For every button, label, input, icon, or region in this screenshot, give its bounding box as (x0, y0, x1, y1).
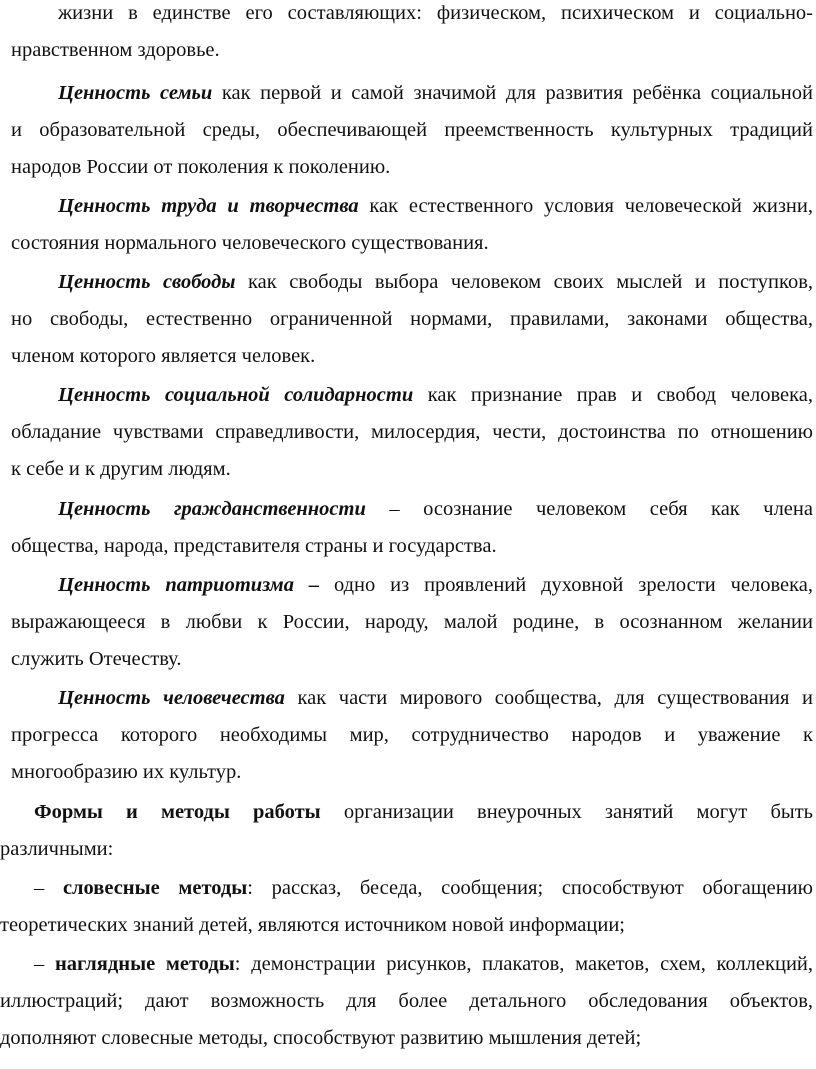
text-line: но свободы, естественно ограниченной нормами, правилами, законами общества, (11, 308, 813, 330)
text-line (58, 376, 813, 414)
section-term: Формы и методы работы (34, 801, 321, 823)
text-line: выражающееся в любви к России, народу, малой родине, в осознанном желании (11, 611, 813, 633)
text-line: народов России от поколения к поколению. (11, 156, 391, 178)
value-term: Ценность гражданственности (58, 498, 366, 520)
text-line (34, 793, 813, 831)
method-description: : демонстрации рисунков, плакатов, макетов, схем, коллекций, (234, 953, 814, 975)
text-line (58, 263, 813, 301)
value-description: – осознание человеком себя как члена (365, 498, 813, 520)
text-line: иллюстраций; дают возможность для более детального обследования объектов, (0, 990, 813, 1012)
value-term: Ценность социальной солидарности (58, 384, 414, 406)
value-term: Ценность свободы (58, 271, 236, 293)
text-line: дополняют словесные методы, способствуют развитию мышления детей; (0, 1027, 642, 1049)
text-line: к себе и к другим людям. (11, 458, 231, 480)
text-line (34, 869, 813, 907)
text-line: нравственном здоровье. (11, 39, 220, 61)
value-description: как естественного условия человеческой жизни, (358, 195, 813, 217)
section-description: организации внеурочных занятий могут быть (320, 801, 814, 823)
method-term: наглядные методы (54, 953, 235, 975)
method-term: словесные методы (62, 877, 248, 899)
text-line: теоретических знаний детей, являются источником новой информации; (0, 914, 625, 936)
text-line: различными: (0, 838, 114, 860)
text-line: служить Отечеству. (11, 648, 182, 670)
value-term: Ценность труда и творчества (58, 195, 359, 217)
text-line (58, 566, 813, 604)
value-description: как признание прав и свобод человека, (413, 384, 813, 406)
value-description: одно из проявлений духовной зрелости человека, (319, 574, 813, 596)
method-description: : рассказ, беседа, сообщения; способствуют обогащению (247, 877, 813, 899)
value-term: Ценность патриотизма – (58, 574, 320, 596)
text-line: обладание чувствами справедливости, милосердия, чести, достоинства по отношению (11, 421, 813, 443)
text-line (58, 679, 813, 717)
text-line: прогресса которого необходимы мир, сотрудничество народов и уважение к (11, 724, 813, 746)
value-description: как части мирового сообщества, для существования и (284, 687, 813, 709)
text-line: многообразию их культур. (11, 761, 242, 783)
text-line: жизни в единстве его составляющих: физическом, психическом и социально- (58, 2, 813, 24)
value-term: Ценность человечества (58, 687, 285, 709)
text-line (58, 74, 813, 112)
text-line: членом которого является человек. (11, 345, 316, 367)
list-dash: – (34, 953, 55, 975)
text-line: и образовательной среды, обеспечивающей преемственность культурных традиций (11, 119, 813, 141)
text-line: состояния нормального человеческого существования. (11, 232, 489, 254)
value-description: как свободы выбора человеком своих мыслей и поступков, (235, 271, 813, 293)
text-line (34, 945, 813, 983)
value-term: Ценность семьи (58, 82, 213, 104)
text-line (58, 187, 813, 225)
value-description: как первой и самой значимой для развития ребёнка социальной (212, 82, 814, 104)
text-line: общества, народа, представителя страны и государства. (11, 535, 497, 557)
list-dash: – (34, 877, 63, 899)
text-line (58, 490, 813, 528)
